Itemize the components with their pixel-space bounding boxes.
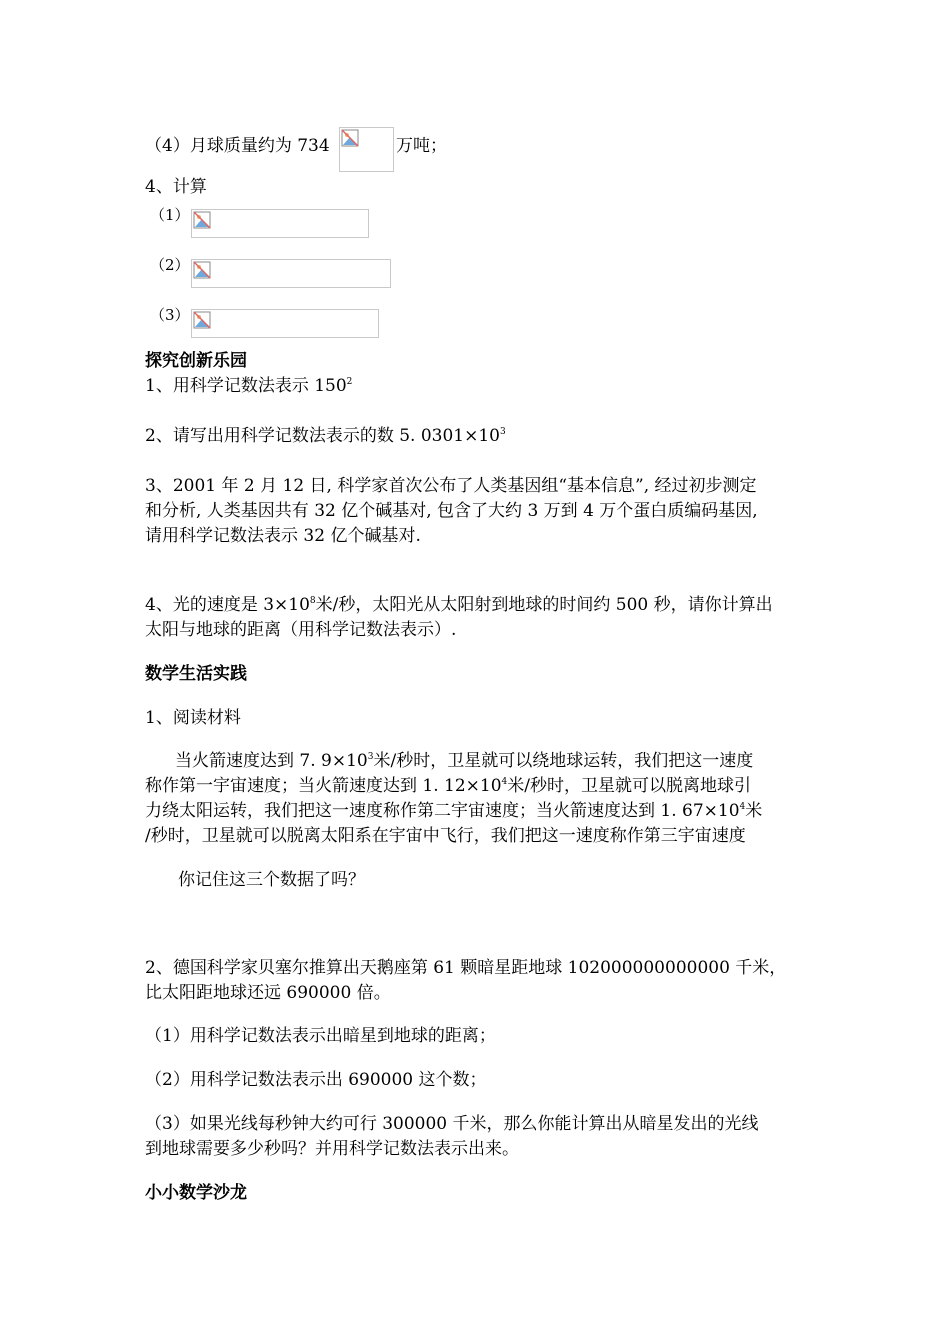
- broken-image-icon: [193, 311, 211, 329]
- moon-mass-question: [145, 134, 330, 158]
- sub-question-2: （2）用科学记数法表示出 690000 这个数；: [145, 1070, 487, 1090]
- formula-image-placeholder: [339, 127, 394, 172]
- explore-question-3-line: 请用科学记数法表示 32 亿个碱基对.: [145, 526, 421, 546]
- reading-paragraph-line: /秒时，卫星就可以脱离太阳系在宇宙中飞行，我们把这一速度称作第三宇宙速度: [145, 826, 746, 846]
- explore-question-4-line2: 太阳与地球的距离（用科学记数法表示）.: [145, 620, 457, 640]
- calc-item-label: （3）: [150, 306, 190, 324]
- calc-item-label: （1）: [150, 206, 190, 224]
- explore-question-4: 4、光的速度是 $3\times 10^8$米/秒，太阳光从太阳射到地球的时间约 500 秒，请你计算出: [145, 595, 773, 615]
- life-question-1-title: 1、阅读材料: [145, 708, 241, 728]
- broken-image-icon: [193, 261, 211, 279]
- explore-question-3-line: 和分析, 人类基因共有 32 亿个碱基对, 包含了大约 3 万到 4 万个蛋白质编码基因,: [145, 501, 758, 521]
- moon-mass-unit: 万吨；: [396, 136, 447, 156]
- reading-paragraph-line: 当火箭速度达到 7. $9\times 10^3$米/秒时，卫星就可以绕地球运转，我们把这一速度: [175, 751, 754, 771]
- calc-item-label: （2）: [150, 256, 190, 274]
- reading-paragraph-line: 称作第一宇宙速度；当火箭速度达到 1. $12\times 10^4$米/秒时，卫星就可以脱离地球引: [145, 776, 752, 796]
- life-question-2-line: 比太阳距地球还远 690000 倍。: [145, 983, 391, 1003]
- moon-mass-prefix: （4）月球质量约为 734: [145, 136, 330, 156]
- sub-question-1: （1）用科学记数法表示出暗星到地球的距离；: [145, 1026, 496, 1046]
- explore-question-1: 1、用科学记数法表示 $150^2$: [145, 376, 353, 396]
- formula-image-placeholder: [191, 309, 379, 338]
- formula-image-placeholder: [191, 209, 369, 238]
- broken-image-icon: [193, 211, 211, 229]
- explore-question-2: 2、请写出用科学记数法表示的数 5. $0301\times 10^3$: [145, 426, 506, 446]
- calc-heading: 4、计算: [145, 177, 207, 197]
- section-heading-explore: 探究创新乐园: [145, 351, 247, 371]
- explore-question-3-line: 3、2001 年 2 月 12 日, 科学家首次公布了人类基因组“基本信息”, 经过初步测定: [145, 476, 757, 496]
- sub-question-3-line: （3）如果光线每秒钟大约可行 300000 千米，那么你能计算出从暗星发出的光线: [145, 1114, 759, 1134]
- reading-paragraph-line: 力绕太阳运转，我们把这一速度称作第二宇宙速度；当火箭速度达到 1. $67\times 10^4$米: [145, 801, 763, 821]
- formula-image-placeholder: [191, 259, 391, 288]
- broken-image-icon: [341, 129, 359, 147]
- section-heading-life: 数学生活实践: [145, 664, 247, 684]
- life-question-2-line: 2、德国科学家贝塞尔推算出天鹅座第 61 颗暗星距地球 102000000000000 千米，: [145, 958, 787, 978]
- sub-question-3-line: 到地球需要多少秒吗？并用科学记数法表示出来。: [145, 1139, 519, 1159]
- memory-question: 你记住这三个数据了吗？: [178, 870, 365, 890]
- section-heading-salon: 小小数学沙龙: [145, 1183, 247, 1203]
